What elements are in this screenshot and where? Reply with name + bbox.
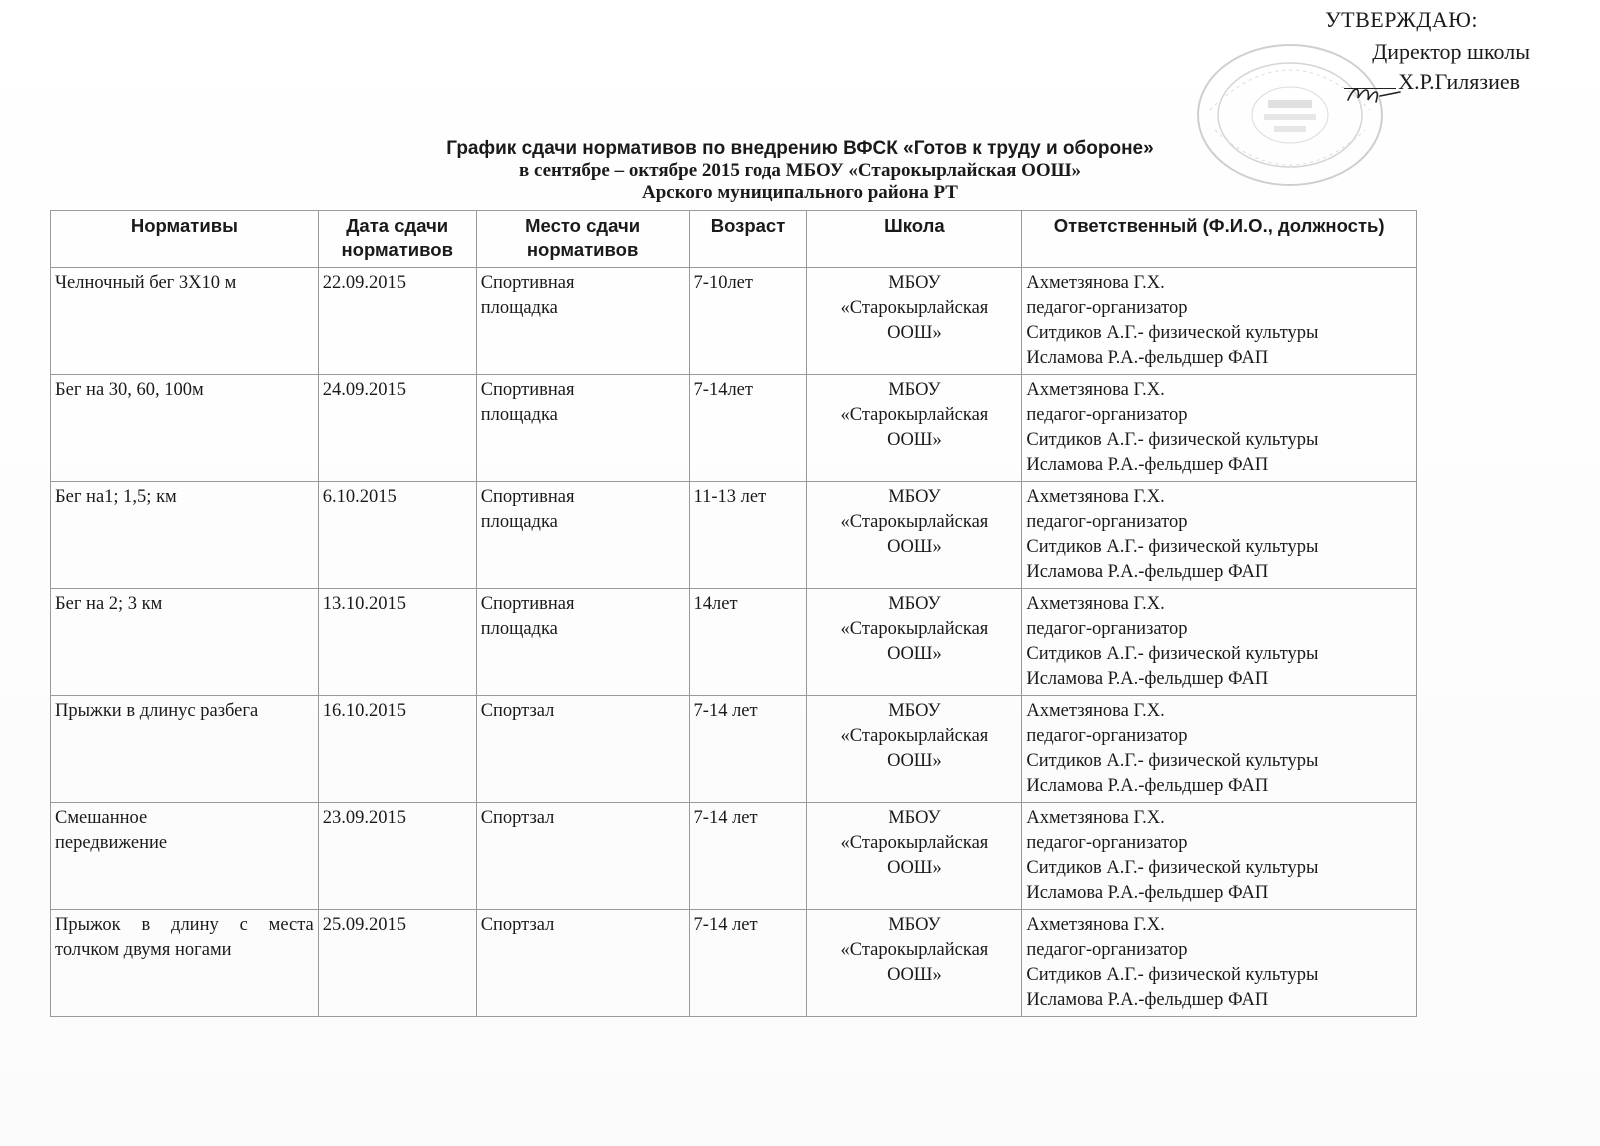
header-responsible: Ответственный (Ф.И.О., должность): [1022, 211, 1417, 268]
approval-director-name: Х.Р.Гилязиев: [1398, 69, 1520, 94]
cell-norm: Прыжки в длинус разбега: [51, 696, 319, 803]
table-row: [51, 482, 1417, 589]
cell-place: Спортивная площадка: [476, 482, 689, 589]
document-title: [0, 138, 1600, 204]
cell-date: 16.10.2015: [318, 696, 476, 803]
table-row: [51, 268, 1417, 375]
cell-place: Спортивная площадка: [476, 589, 689, 696]
approval-signature-line: [1110, 68, 1520, 96]
standards-schedule-table: [50, 210, 1417, 1017]
title-line-1: График сдачи нормативов по внедрению ВФСК «Готов к труду и обороне»: [446, 138, 1154, 159]
cell-responsible: Ахметзянова Г.Х. педагог-организатор Ситдиков А.Г.- физической культуры Исламова Р.А.-фельдшер ФАП: [1022, 589, 1417, 696]
cell-age: 7-14лет: [689, 375, 807, 482]
cell-age: 7-14 лет: [689, 803, 807, 910]
cell-school: МБОУ «Старокырлайская ООШ»: [807, 268, 1022, 375]
cell-place: Спортивная площадка: [476, 375, 689, 482]
cell-date: 22.09.2015: [318, 268, 476, 375]
cell-responsible: Ахметзянова Г.Х. педагог-организатор Ситдиков А.Г.- физической культуры Исламова Р.А.-фельдшер ФАП: [1022, 910, 1417, 1017]
cell-norm: Бег на1; 1,5; км: [51, 482, 319, 589]
cell-norm: Бег на 2; 3 км: [51, 589, 319, 696]
cell-norm: Челночный бег 3Х10 м: [51, 268, 319, 375]
title-line-3: Арского муниципального района РТ: [642, 182, 958, 203]
table-row: [51, 910, 1417, 1017]
cell-responsible: Ахметзянова Г.Х. педагог-организатор Ситдиков А.Г.- физической культуры Исламова Р.А.-фельдшер ФАП: [1022, 696, 1417, 803]
cell-norm: Бег на 30, 60, 100м: [51, 375, 319, 482]
header-place: Место сдачи нормативов: [476, 211, 689, 268]
cell-age: 7-14 лет: [689, 696, 807, 803]
cell-norm: Прыжок в длину с места толчком двумя ногами: [51, 910, 319, 1017]
cell-age: 11-13 лет: [689, 482, 807, 589]
header-age: Возраст: [689, 211, 807, 268]
cell-date: 23.09.2015: [318, 803, 476, 910]
cell-school: МБОУ «Старокырлайская ООШ»: [807, 589, 1022, 696]
header-date: Дата сдачи нормативов: [318, 211, 476, 268]
cell-school: МБОУ «Старокырлайская ООШ»: [807, 910, 1022, 1017]
cell-norm: Смешанное передвижение: [51, 803, 319, 910]
cell-school: МБОУ «Старокырлайская ООШ»: [807, 482, 1022, 589]
header-school: Школа: [807, 211, 1022, 268]
cell-age: 7-14 лет: [689, 910, 807, 1017]
cell-place: Спортивная площадка: [476, 268, 689, 375]
cell-date: 24.09.2015: [318, 375, 476, 482]
approval-position: Директор школы: [1372, 39, 1530, 64]
table-row: [51, 696, 1417, 803]
signature-icon: [1346, 82, 1402, 106]
cell-date: 6.10.2015: [318, 482, 476, 589]
table-row: [51, 803, 1417, 910]
cell-responsible: Ахметзянова Г.Х. педагог-организатор Ситдиков А.Г.- физической культуры Исламова Р.А.-фельдшер ФАП: [1022, 375, 1417, 482]
signature-underline: [1344, 88, 1396, 89]
header-norms: Нормативы: [51, 211, 319, 268]
table-header-row: [51, 211, 1417, 268]
cell-place: Спортзал: [476, 910, 689, 1017]
cell-place: Спортзал: [476, 803, 689, 910]
cell-age: 7-10лет: [689, 268, 807, 375]
approval-block: [1110, 6, 1530, 96]
cell-age: 14лет: [689, 589, 807, 696]
title-line-2: в сентябре – октябре 2015 года МБОУ «Старокырлайская ООШ»: [518, 160, 1082, 181]
cell-responsible: Ахметзянова Г.Х. педагог-организатор Ситдиков А.Г.- физической культуры Исламова Р.А.-фельдшер ФАП: [1022, 803, 1417, 910]
table-row: [51, 375, 1417, 482]
cell-place: Спортзал: [476, 696, 689, 803]
cell-responsible: Ахметзянова Г.Х. педагог-организатор Ситдиков А.Г.- физической культуры Исламова Р.А.-фельдшер ФАП: [1022, 268, 1417, 375]
cell-responsible: Ахметзянова Г.Х. педагог-организатор Ситдиков А.Г.- физической культуры Исламова Р.А.-фельдшер ФАП: [1022, 482, 1417, 589]
cell-date: 13.10.2015: [318, 589, 476, 696]
table-row: [51, 589, 1417, 696]
approval-heading: УТВЕРЖДАЮ:: [1325, 7, 1478, 32]
cell-school: МБОУ «Старокырлайская ООШ»: [807, 803, 1022, 910]
cell-school: МБОУ «Старокырлайская ООШ»: [807, 375, 1022, 482]
cell-school: МБОУ «Старокырлайская ООШ»: [807, 696, 1022, 803]
cell-date: 25.09.2015: [318, 910, 476, 1017]
